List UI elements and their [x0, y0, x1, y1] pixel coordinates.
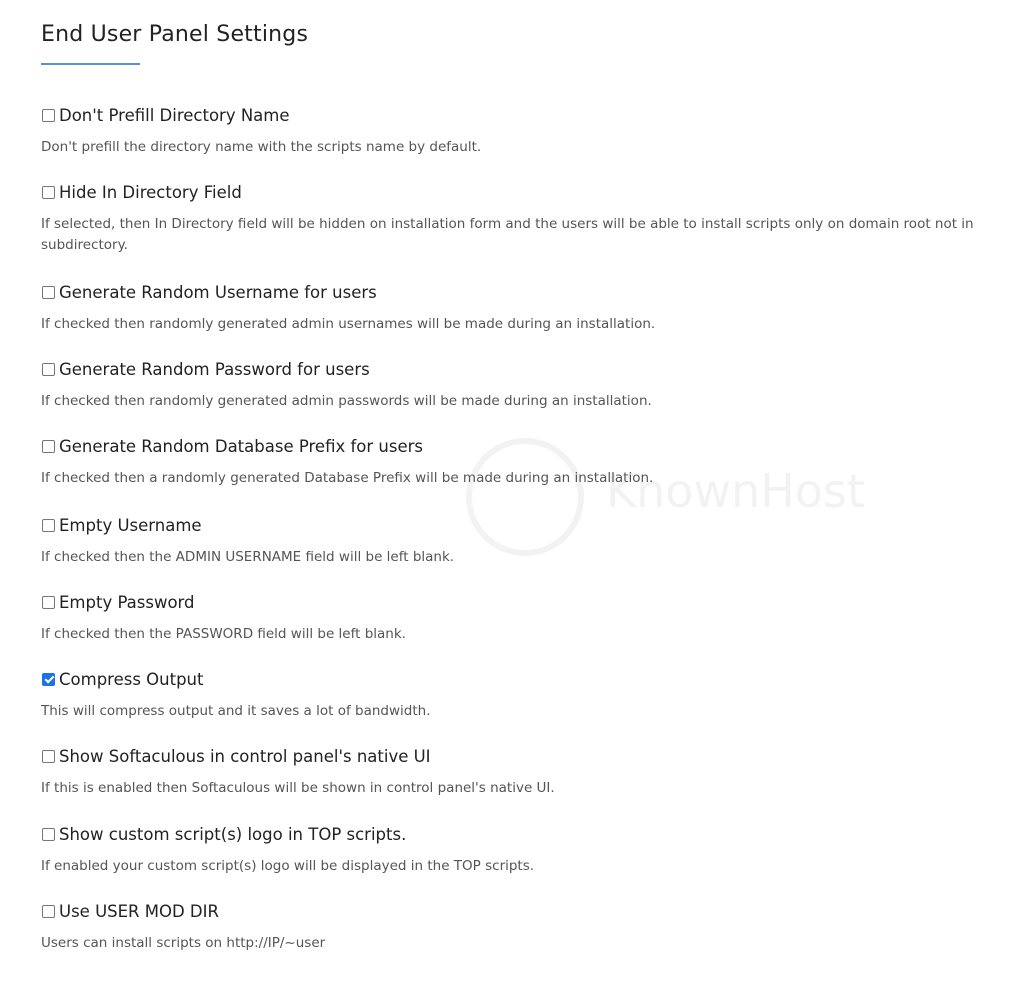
- title-underline: [41, 63, 140, 65]
- setting-dont-prefill-directory-name: [41, 104, 1003, 158]
- setting-label[interactable]: Generate Random Username for users: [59, 282, 377, 302]
- setting-label[interactable]: Empty Password: [59, 592, 195, 612]
- setting-show-softaculous-native-ui: [41, 745, 1003, 799]
- setting-label[interactable]: Empty Username: [59, 515, 202, 535]
- setting-label[interactable]: Show custom script(s) logo in TOP scripts.: [59, 824, 407, 844]
- setting-description: If checked then the PASSWORD field will be left blank.: [41, 626, 406, 642]
- setting-description: If checked then a randomly generated Database Prefix will be made during an installation.: [41, 470, 654, 486]
- setting-description: Users can install scripts on http://IP/~user: [41, 935, 326, 951]
- setting-label[interactable]: Show Softaculous in control panel's native UI: [59, 746, 431, 766]
- setting-generate-random-username: [41, 281, 1003, 335]
- setting-description: If checked then the ADMIN USERNAME field will be left blank.: [41, 549, 455, 565]
- setting-description: This will compress output and it saves a lot of bandwidth.: [41, 703, 431, 719]
- checkbox-dont-prefill-directory-name[interactable]: [42, 109, 55, 122]
- checkbox-generate-random-database-prefix[interactable]: [42, 440, 55, 453]
- setting-generate-random-password: [41, 358, 1003, 412]
- setting-description: Don't prefill the directory name with the scripts name by default.: [41, 139, 482, 155]
- setting-generate-random-database-prefix: [41, 435, 1003, 489]
- checkbox-hide-in-directory-field[interactable]: [42, 186, 55, 199]
- setting-label[interactable]: Compress Output: [59, 669, 204, 689]
- checkbox-empty-username[interactable]: [42, 519, 55, 532]
- watermark-text: KnownHost: [606, 464, 865, 518]
- setting-compress-output: [41, 668, 1003, 722]
- setting-empty-username: [41, 514, 1003, 568]
- setting-description: If checked then randomly generated admin usernames will be made during an installation.: [41, 316, 656, 332]
- checkbox-compress-output[interactable]: [42, 673, 55, 686]
- setting-show-custom-script-logo: [41, 823, 1003, 877]
- checkbox-empty-password[interactable]: [42, 596, 55, 609]
- checkbox-generate-random-password[interactable]: [42, 363, 55, 376]
- setting-label[interactable]: Generate Random Password for users: [59, 359, 370, 379]
- setting-label[interactable]: Don't Prefill Directory Name: [59, 105, 290, 125]
- page-title: End User Panel Settings: [41, 22, 309, 47]
- setting-description: If this is enabled then Softaculous will be shown in control panel's native UI.: [41, 780, 555, 796]
- setting-use-user-mod-dir: [41, 900, 1003, 954]
- checkbox-use-user-mod-dir[interactable]: [42, 905, 55, 918]
- setting-description: If enabled your custom script(s) logo will be displayed in the TOP scripts.: [41, 858, 535, 874]
- checkbox-show-custom-script-logo[interactable]: [42, 828, 55, 841]
- setting-empty-password: [41, 591, 1003, 645]
- checkbox-show-softaculous-native-ui[interactable]: [42, 750, 55, 763]
- checkbox-generate-random-username[interactable]: [42, 286, 55, 299]
- setting-label[interactable]: Use USER MOD DIR: [59, 901, 219, 921]
- setting-label[interactable]: Generate Random Database Prefix for users: [59, 436, 423, 456]
- setting-label[interactable]: Hide In Directory Field: [59, 182, 242, 202]
- setting-description: If selected, then In Directory field will be hidden on installation form and the users will be able to install scripts only on domain root not in subdirectory.: [41, 216, 974, 253]
- setting-description: If checked then randomly generated admin passwords will be made during an installation.: [41, 393, 652, 409]
- setting-hide-in-directory-field: [41, 181, 1003, 256]
